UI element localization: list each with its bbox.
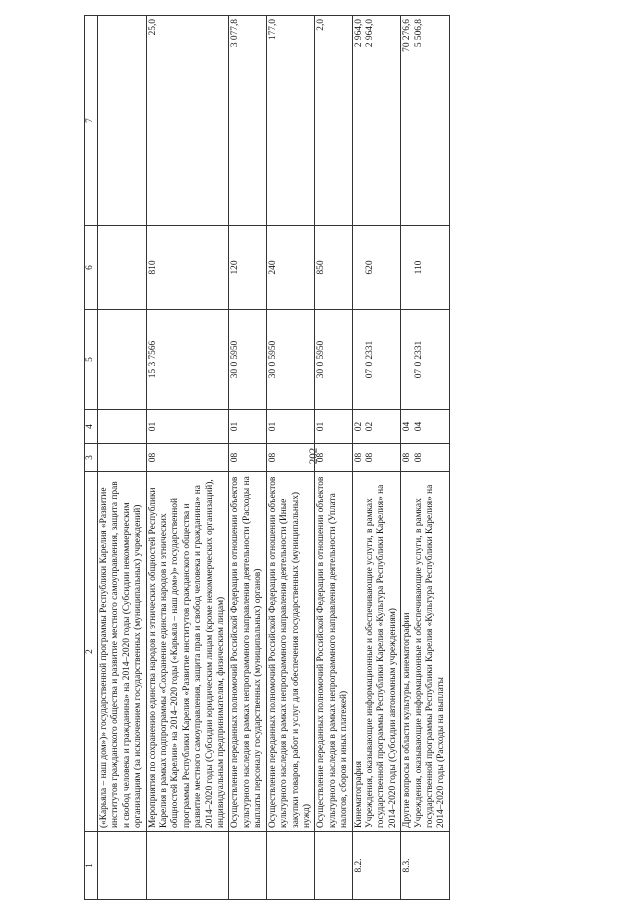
cell-value: 01 [267, 421, 278, 432]
rotated-table-container [84, 16, 556, 900]
header-cell: 7 [85, 16, 98, 226]
cell-value: 08 [230, 452, 241, 463]
subsection-code [315, 410, 352, 444]
row-number [98, 832, 147, 900]
target-article-code: 07 0 2331 [401, 310, 450, 410]
row-number: 8.2. [352, 832, 401, 900]
amount [315, 16, 352, 226]
header-cell: 5 [85, 310, 98, 410]
row-number [315, 832, 352, 900]
row-description: Осуществление переданных полномочий Российской Федерации в отношении объектов культурного наследия в рамках непрограммного направления деятельности (Уплата налогов, сборов и иных платежей) [315, 472, 352, 832]
cell-value: 04 [413, 421, 424, 432]
header-cell: 4 [85, 410, 98, 444]
target-article-code: 30 0 5950 [315, 310, 352, 410]
row-number [266, 832, 315, 900]
expense-type-code [98, 226, 147, 310]
expense-type-code: 620 [352, 226, 401, 310]
section-code [229, 444, 266, 472]
table-row [352, 16, 401, 900]
cell-value: 3 077,8 [230, 19, 241, 48]
table-row [98, 16, 147, 900]
cell-value: 70 276,6 [402, 19, 413, 52]
target-article-code [98, 310, 147, 410]
target-article-code: 30 0 5950 [229, 310, 266, 410]
expense-type-code: 120 [229, 226, 266, 310]
table-body [98, 16, 450, 900]
row-description: Кинематография Учреждения, оказывающие информационные и обеспечивающие услуги, в рамках государственной программы Республики Карелия «Культура Республики Карелия» на 2014–2020 годы (Субсидии автономным учреждениям) [352, 472, 401, 832]
row-description: Осуществление переданных полномочий Российской Федерации в отношении объектов культурного наследия в рамках непрограммного направления деятельности (Иные закупки товаров, работ и услуг для обеспечения государственных (муниципальных) нужд) [266, 472, 315, 832]
section-code [401, 444, 450, 472]
amount [352, 16, 401, 226]
cell-value: 5 506,8 [413, 19, 424, 48]
cell-value: 25,0 [147, 19, 158, 36]
cell-value: 08 [413, 452, 424, 463]
cell-value: 02 [364, 421, 375, 432]
table-row [229, 16, 266, 900]
header-cell: 1 [85, 832, 98, 900]
cell-value: 01 [316, 421, 327, 432]
row-number [146, 832, 229, 900]
amount [266, 16, 315, 226]
cell-value: 08 [147, 452, 158, 463]
subsection-code [146, 410, 229, 444]
subsection-code [229, 410, 266, 444]
target-article-code: 07 0 2331 [352, 310, 401, 410]
section-code [352, 444, 401, 472]
header-cell: 3 [85, 444, 98, 472]
header-cell: 6 [85, 226, 98, 310]
cell-value: 08 [364, 452, 375, 463]
expense-type-code: 850 [315, 226, 352, 310]
cell-value: 08 [267, 452, 278, 463]
table-row [146, 16, 229, 900]
row-number [229, 832, 266, 900]
section-code [266, 444, 315, 472]
table-row [401, 16, 450, 900]
amount [146, 16, 229, 226]
subsection-code [352, 410, 401, 444]
cell-value: 01 [147, 421, 158, 432]
target-article-code: 30 0 5950 [266, 310, 315, 410]
header-row [85, 16, 98, 900]
cell-value: 01 [230, 421, 241, 432]
budget-table [84, 15, 450, 900]
cell-value: 177,0 [267, 19, 278, 41]
cell-value: 02 [353, 421, 364, 432]
cell-value: 2 964,0 [353, 19, 364, 48]
cell-value: 08 [353, 452, 364, 463]
table-row [266, 16, 315, 900]
row-description: Мероприятия по сохранению единства народов и этнических общностей Республики Карелия в рамках подпрограммы «Сохранение единства народов и этнических общностей Карелии» на 2014–2020 годы («Карьяла – наш дом»)» государственной программы Республики Карелия «Развитие институтов гражданского общества и развитие местного самоуправления, защита прав и свобод человека и гражданина» на 2014–2020 годы (Субсидии юридическим лицам (кроме некоммерческих организаций), индивидуальным предпринимателям, физическим лицам) [146, 472, 229, 832]
amount [401, 16, 450, 226]
expense-type-code: 810 [146, 226, 229, 310]
cell-value: 04 [402, 421, 413, 432]
expense-type-code: 110 [401, 226, 450, 310]
cell-value: 08 [316, 452, 327, 463]
expense-type-code: 240 [266, 226, 315, 310]
page-number: 202 [307, 447, 320, 465]
row-description: Осуществление переданных полномочий Российской Федерации в отношении объектов культурного наследия в рамках непрограммного направления деятельности (Расходы на выплаты персоналу государственных (муниципальных) органов) [229, 472, 266, 832]
section-code [98, 444, 147, 472]
section-code [315, 444, 352, 472]
cell-value: 08 [402, 452, 413, 463]
cell-value: 2,0 [316, 19, 327, 31]
row-number: 8.3. [401, 832, 450, 900]
subsection-code [98, 410, 147, 444]
subsection-code [266, 410, 315, 444]
header-cell: 2 [85, 472, 98, 832]
table-row [315, 16, 352, 900]
amount [229, 16, 266, 226]
row-description: («Карьяла – наш дом»)» государственной программы Республики Карелия «Развитие институтов гражданского общества и развитие местного самоуправления, защита прав и свобод человека и гражданина» на 2014–2020 годы (Субсидии некоммерческим организациям (за исключением государственных (муниципальных) учреждений) [98, 472, 147, 832]
amount [98, 16, 147, 226]
target-article-code: 15 3 7566 [146, 310, 229, 410]
cell-value: 2 964,0 [364, 19, 375, 48]
subsection-code [401, 410, 450, 444]
row-description: Другие вопросы в области культуры, кинематографии Учреждения, оказывающие информационные и обеспечивающие услуги, в рамках государственной программы Республики Карелия «Культура Республики Карелия» на 2014–2020 годы (Расходы на выплаты [401, 472, 450, 832]
section-code [146, 444, 229, 472]
